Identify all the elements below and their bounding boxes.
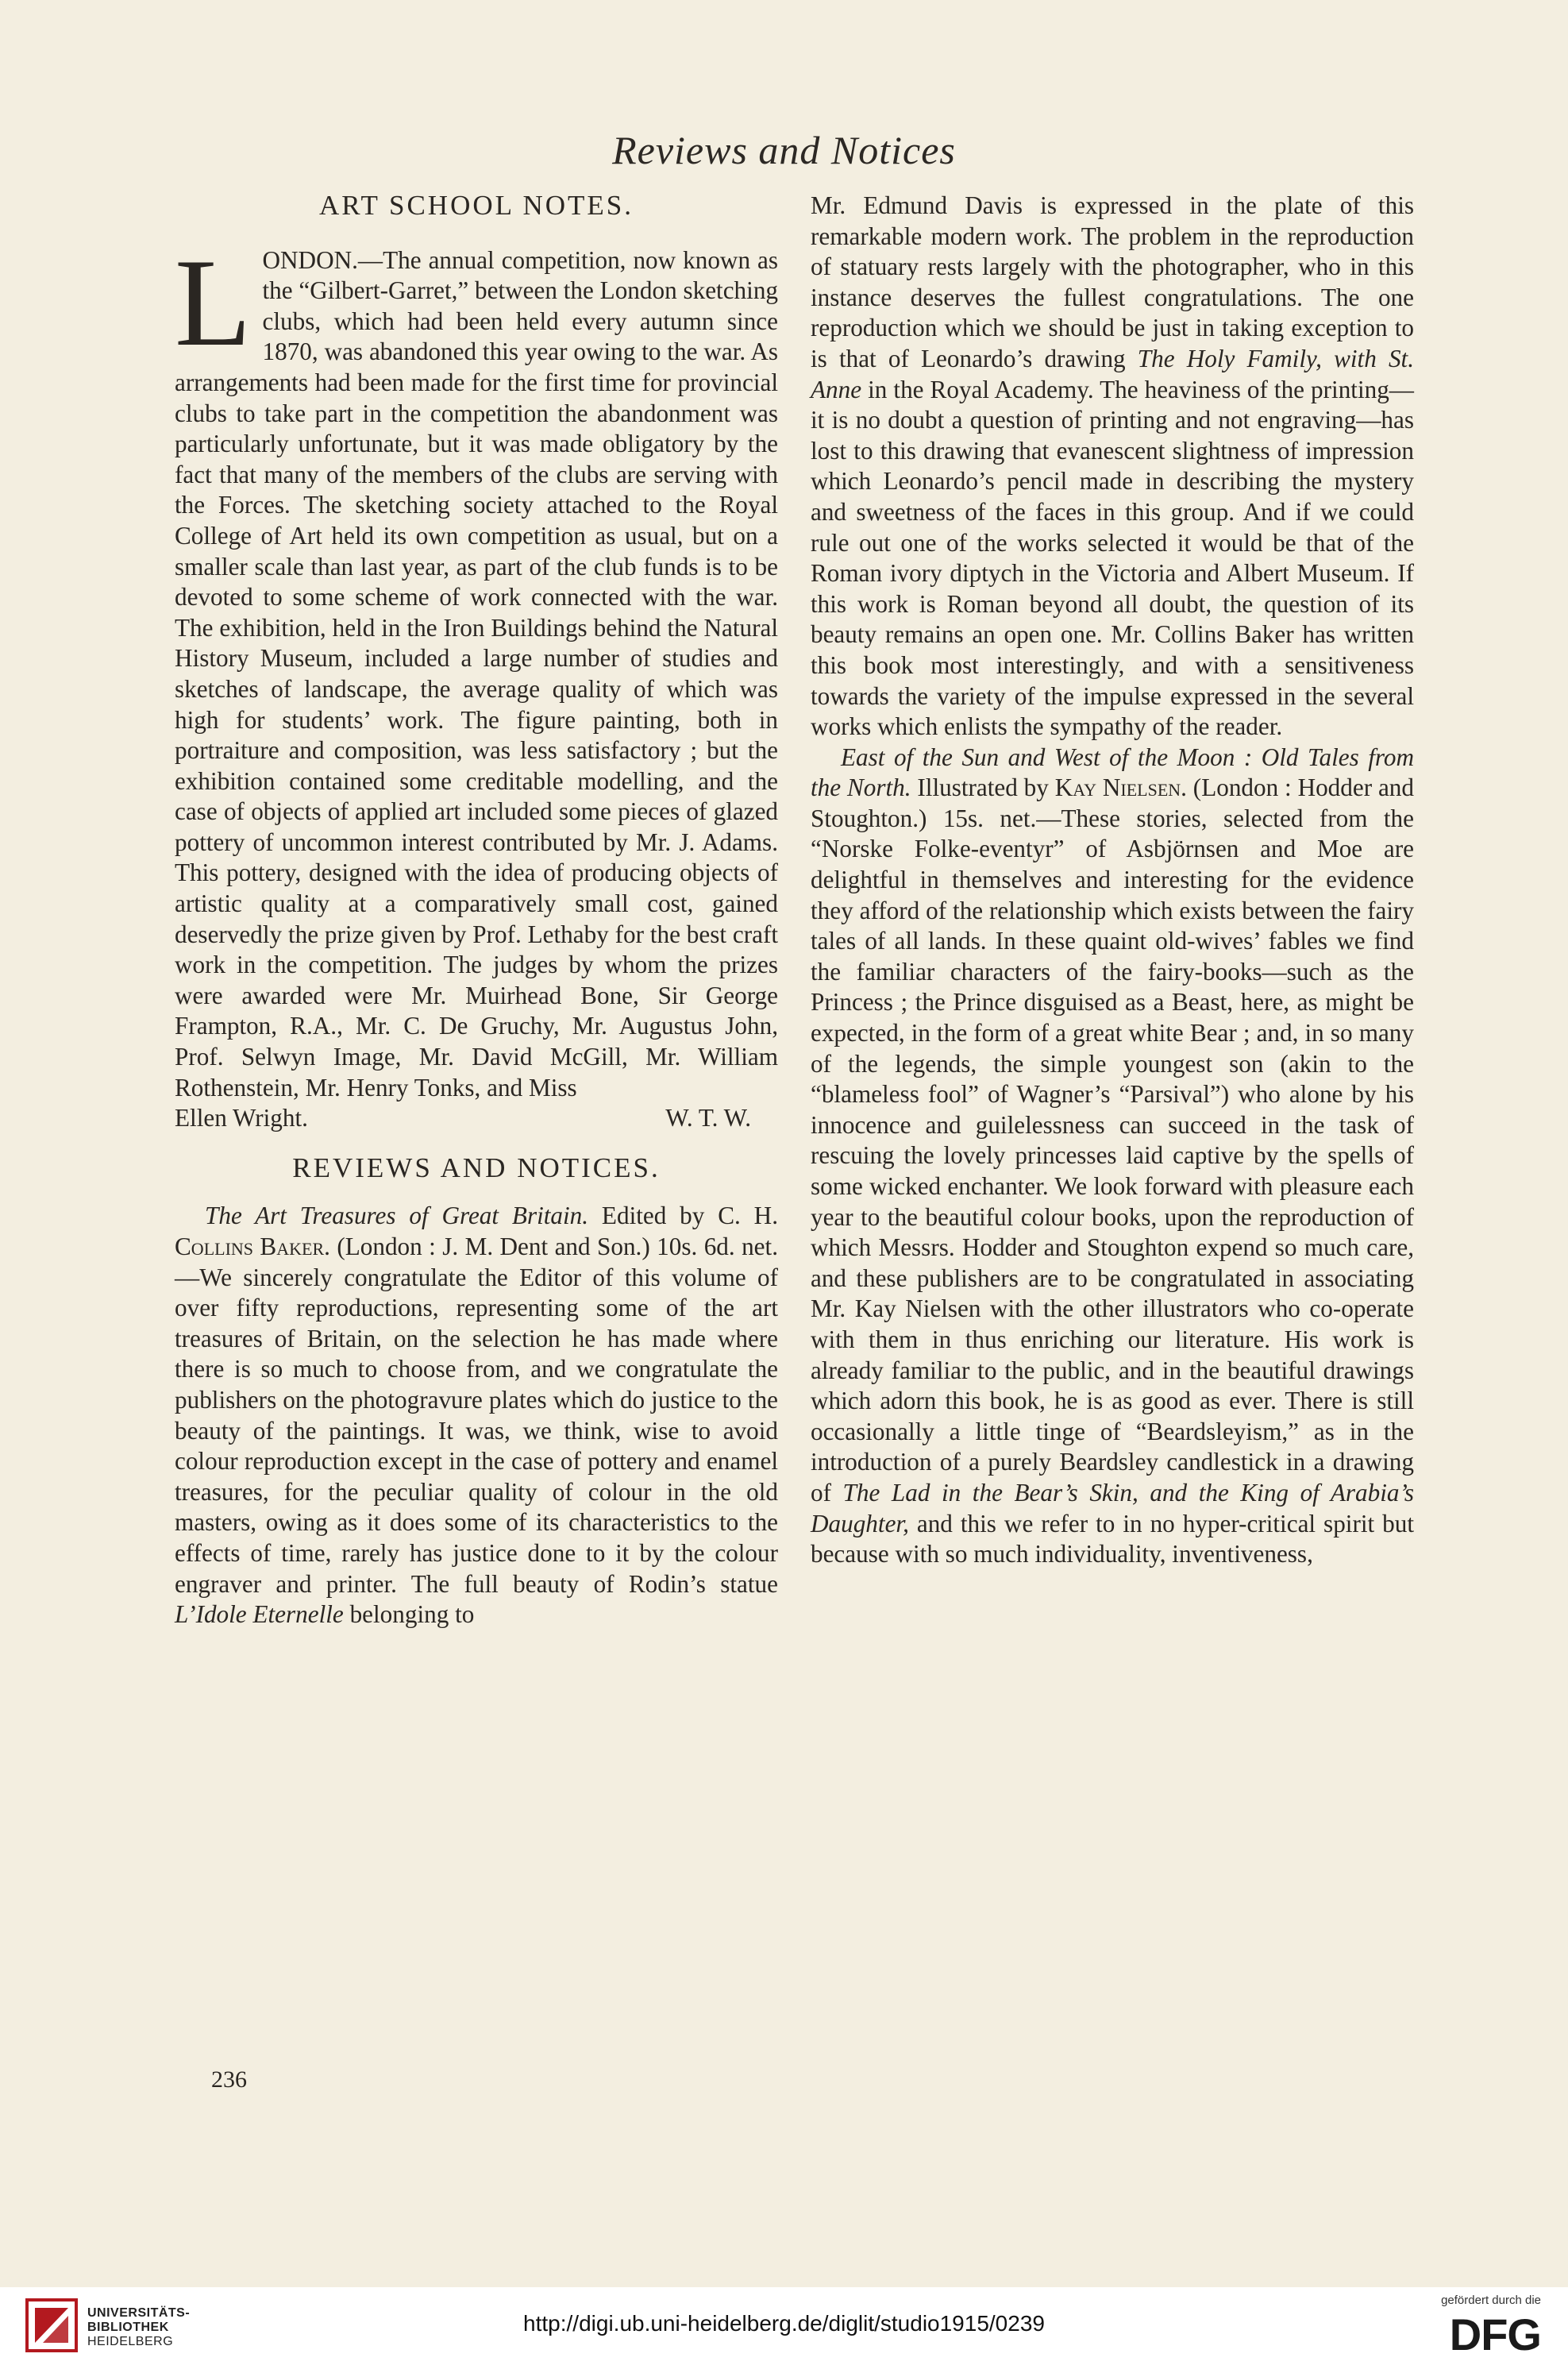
funding-caption: gefördert durch die [1441, 2294, 1541, 2307]
signature-line [175, 1103, 778, 1134]
review-text: (London : Hodder and Stoughton.) 15s. net.—These stories, selected from the “Norske Folke-eventyr” of Asbjörnsen and Moe are delightful in themselves and interesting for the evidence they afford of the relationship which exists between the fairy tales of all lands. In these quaint old-wives’ fables we find the familiar characters of the fairy-books—such as the Princess ; the Prince disguised as a Beast, here, as might be expected, in the form of a great white Bear ; and, in so many of the legends, the simple youngest son (akin to the “blameless fool” of Wagner’s “Parsival”) who alone by his innocence and guilelessness can succeed in the task of rescuing the lovely princesses laid captive by the spells of some wicked enchanter. We look forward with pleasure each year to the beautiful colour books, upon the reproduction of which Messrs. Hodder and Stoughton expend so much care, and these publishers are to be congratulated in associating Mr. Kay Nielsen with the other illustrators who co-operate with them in thus enriching our literature. His work is already familiar to the public, and in the beautiful drawings which adorn this book, he is as good as ever. There is still occasionally a little tinge of “Beardsleyism,” as in the introduction of a purely Beardsley candlestick in a drawing of [811, 774, 1414, 1507]
digitization-footer [0, 2287, 1568, 2369]
signature-initials: W. T. W. [665, 1104, 751, 1132]
book-editor: C. H. Collins Baker. [175, 1202, 779, 1260]
right-column [811, 191, 1414, 1570]
art-school-notes-heading: ART SCHOOL NOTES. [318, 190, 634, 221]
review-text: Illustrated by [911, 774, 1055, 802]
dfg-logo: DFG [1449, 2309, 1541, 2359]
institution-line: UNIVERSITÄTS- [87, 2306, 191, 2320]
running-head: Reviews and Notices [612, 128, 956, 172]
signature-name: Ellen Wright. [175, 1104, 308, 1132]
reviews-and-notices-heading: REVIEWS AND NOTICES. [292, 1152, 661, 1183]
art-treasures-review [175, 1201, 778, 1630]
statue-title: L’Idole Eternelle [175, 1600, 344, 1629]
page-number: 236 [211, 2066, 247, 2093]
review-text: in the Royal Academy. The heaviness of the printing—it is no doubt a question of printing and not engraving—has lost to this drawing that evanescent slightness of impression which Leonardo’s pencil made in describing the mystery and sweetness of the faces in this group. And if we could rule out one of the works selected it would be that of the Roman ivory diptych in the Victoria and Albert Museum. If this work is Roman beyond all doubt, the question of its beauty remains an open one. Mr. Collins Baker has written this book most interestingly, and with a sensitiveness towards the variety of the impulse expressed in the several works which enlists the sympathy of the reader. [811, 375, 1414, 741]
review-text: Mr. Edmund Davis is expressed in the plate of this remarkable modern work. The problem in the reproduction of statuary rests largely with the photographer, who in this instance deserves the fullest congratulations. The one reproduction which we should be just in taking exception to is that of Leonardo’s drawing [811, 191, 1414, 372]
review-text: belonging to [343, 1600, 475, 1629]
art-school-notes-text: ONDON.—The annual competition, now known as the “Gilbert-Garret,” between the London sketching clubs, which had been held every autumn since 1870, was abandoned this year owing to the war. As arrangements had been made for the first time for provincial clubs to take part in the competition the abandonment was particularly unfortunate, but it was made obligatory by the fact that many of the members of the clubs are serving with the Forces. The sketching society attached to the Royal College of Art held its own competition as usual, but on a smaller scale than last year, as part of the club funds is to be devoted to some scheme of work connected with the war. The exhibition, held in the Iron Buildings behind the Natural History Museum, included a large number of studies and sketches of landscape, the average quality of which was high for students’ work. The figure painting, both in portraiture and composition, was less satisfactory ; but the exhibition contained some creditable modelling, and the case of objects of applied art included some pieces of glazed pottery of uncommon interest contributed by Mr. J. Adams. This pottery, designed with the idea of producing objects of artistic quality at a comparatively small cost, gained deservedly the prize given by Prof. Lethaby for the best craft work in the competition. The judges by whom the prizes were awarded were Mr. Muirhead Bone, Sir George Frampton, R.A., Mr. C. De Gruchy, Mr. Augustus John, Prof. Selwyn Image, Mr. David McGill, Mr. William Rothenstein, Mr. Henry Tonks, and Miss [175, 245, 779, 1102]
institution-line: BIBLIOTHEK [87, 2321, 169, 2334]
review-text: and this we refer to in no hyper-critical spirit but because with so much individuality, inventiveness, [811, 1509, 1414, 1568]
book-illustrator: Kay Nielsen. [1054, 774, 1187, 802]
book-title: The Art Treasures of Great Britain. [205, 1202, 589, 1230]
review-text: (London : J. M. Dent and Son.) 10s. 6d. net.—We sincerely congratulate the Editor of this volume of over fifty reproductions, representing some of the art treasures of Britain, on the selection he has made where there is so much to choose from, and we congratulate the publishers on the photogravure plates which do justice to the beauty of the paintings. It was, we think, wise to avoid colour reproduction except in the case of pottery and enamel treasures, for the peculiar quality of colour in the old masters, owing as it does some of its characteristics to the effects of time, rarely has justice done to it by the colour engraver and printer. The full beauty of Rodin’s statue [175, 1233, 778, 1598]
book-title: East of the Sun and West of the Moon : Old Tales from the North. [811, 743, 1414, 802]
drop-cap: L [175, 233, 252, 372]
drawing-title: The Lad in the Bear’s Skin, and the King of Arabia’s Daughter, [811, 1478, 1414, 1538]
institution-line: HEIDELBERG [87, 2335, 174, 2348]
review-text: Edited by [588, 1202, 719, 1230]
art-school-notes-paragraph [175, 233, 779, 1104]
art-treasures-review-continued [811, 191, 1414, 743]
left-column [175, 191, 778, 1630]
artwork-title: The Holy Family, with St. Anne [811, 344, 1414, 403]
source-url-link[interactable]: http://digi.ub.uni-heidelberg.de/diglit/studio1915/0239 [523, 2311, 1045, 2336]
east-of-the-sun-review [811, 743, 1414, 1570]
